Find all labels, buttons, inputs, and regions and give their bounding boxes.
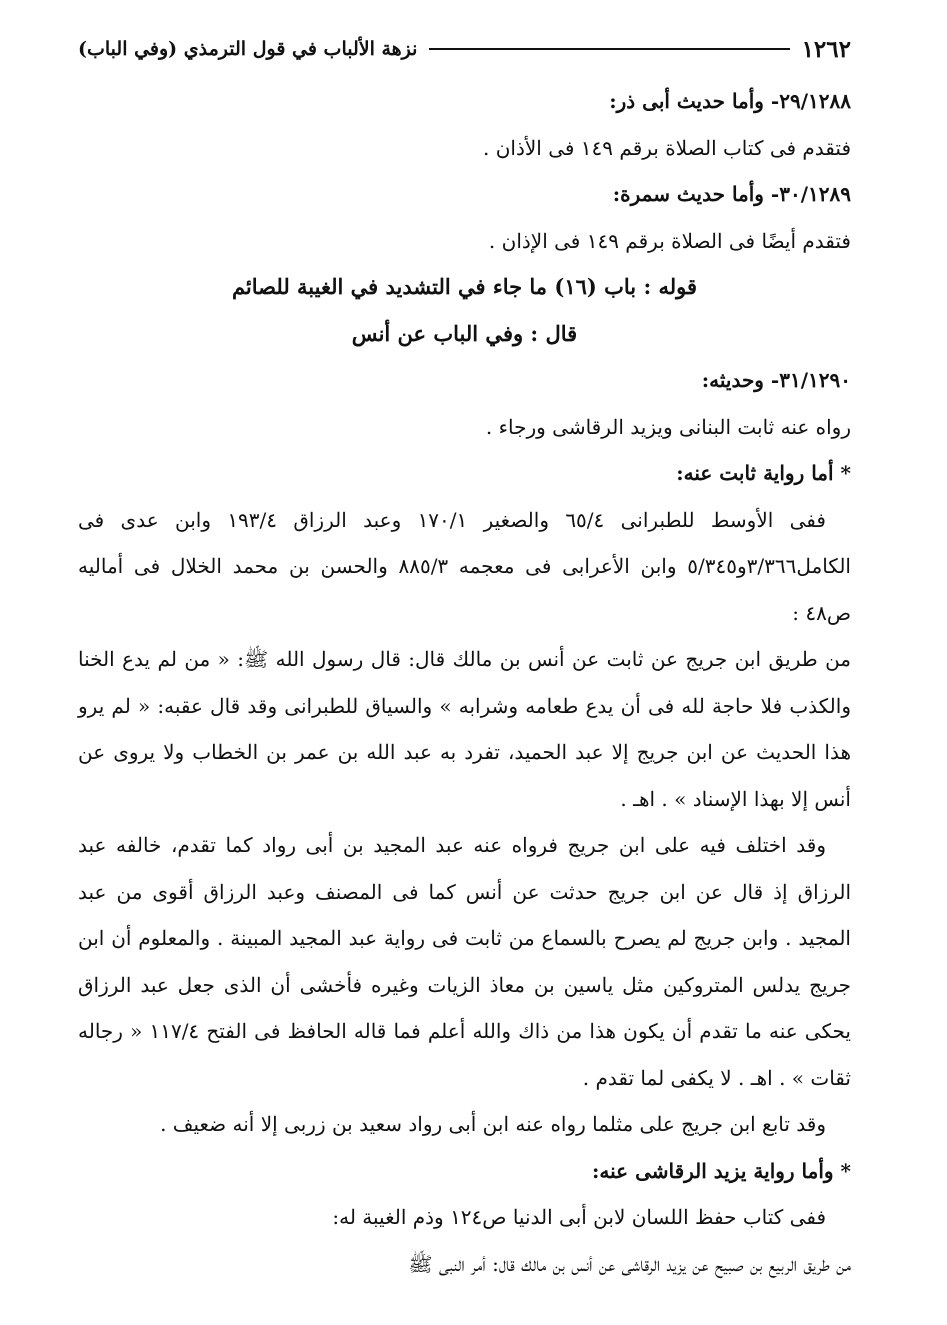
paragraph: ففى الأوسط للطبرانى ٦٥/٤ والصغير ١٧٠/١ وعبد الرزاق ١٩٣/٤ وابن عدى فى الكامل٣/٣٦٦و٥/٣٤٥ وابن الأعرابى فى معجمه ٨٨٥/٣ والحسن بن محمد الخلال فى أماليه ص٤٨ :	[78, 507, 851, 625]
paragraph: فتقدم أيضًا فى الصلاة برقم ١٤٩ فى الإذان .	[488, 228, 851, 253]
section-heading-thabit: * أما رواية ثابت عنه:	[676, 461, 851, 485]
running-title: نزهة الألباب في قول الترمذي (وفي الباب)	[78, 38, 418, 60]
paragraph: من طريق الربيع بن صبيح عن يزيد الرقاشى عن أنس بن مالك قال: أمر النبى ﷺ	[408, 1251, 851, 1276]
section-heading-yazid: * وأما رواية يزيد الرقاشى عنه:	[592, 1158, 851, 1183]
hadith-heading-anas: ٣١/١٢٩٠- وحديثه:	[701, 368, 851, 392]
chapter-subheading: قال : وفي الباب عن أنس	[351, 320, 578, 346]
paragraph: وقد تابع ابن جريج على مثلما رواه عنه ابن أبى رواد سعيد بن زربى إلا أنه ضعيف .	[160, 1112, 826, 1136]
paragraph: رواه عنه ثابت البنانى ويزيد الرقاشى ورجاء .	[485, 414, 851, 439]
paragraph: فتقدم فى كتاب الصلاة برقم ١٤٩ فى الأذان .	[483, 135, 851, 160]
header-rule	[429, 48, 789, 50]
running-header	[78, 34, 851, 64]
paragraph: من طريق ابن جريج عن ثابت عن أنس بن مالك قال: قال رسول الله ﷺ: « من لم يدع الخنا والكذب فلا حاجة لله فى أن يدع طعامه وشرابه » والسياق للطبرانى وقد قال عقبه: « لم يرو هذا الحديث عن ابن جريج إلا عبد الحميد، تفرد به عبد الله بن عمر بن الخطاب ولا يروى عن أنس إلا بهذا الإسناد » . اهـ .	[78, 647, 852, 811]
chapter-heading: قوله : باب (١٦) ما جاء في التشديد في الغيبة للصائم	[231, 274, 698, 299]
body-text	[78, 78, 851, 1287]
page-number: ١٢٦٢	[801, 35, 851, 63]
hadith-heading-samura: ٣٠/١٢٨٩- وأما حديث سمرة:	[612, 182, 851, 206]
paragraph: ففى كتاب حفظ اللسان لابن أبى الدنيا ص١٢٤ وذم الغيبة له:	[332, 1205, 826, 1229]
paragraph: وقد اختلف فيه على ابن جريج فرواه عنه عبد المجيد بن أبى رواد كما تقدم، خالفه عبد الرزاق إذ قال عن ابن جريج حدثت عن أنس كما فى المصنف وعبد الرزاق أقوى من عبد المجيد . وابن جريج لم يصرح بالسماع من ثابت فى رواية عبد المجيد المبينة . والمعلوم أن ابن جريج يدلس المتروكين مثل ياسين بن معاذ الزيات وغيره فأخشى أن الذى جعل عبد الرزاق يحكى عنه ما تقدم أن يكون هذا من ذاك والله أعلم فما قاله الحافظ فى الفتح ١١٧/٤ « رجاله ثقات » . اهـ . لا يكفى لما تقدم .	[78, 833, 851, 1090]
hadith-heading-abu-dharr: ٢٩/١٢٨٨- وأما حديث أبى ذر:	[609, 89, 851, 113]
